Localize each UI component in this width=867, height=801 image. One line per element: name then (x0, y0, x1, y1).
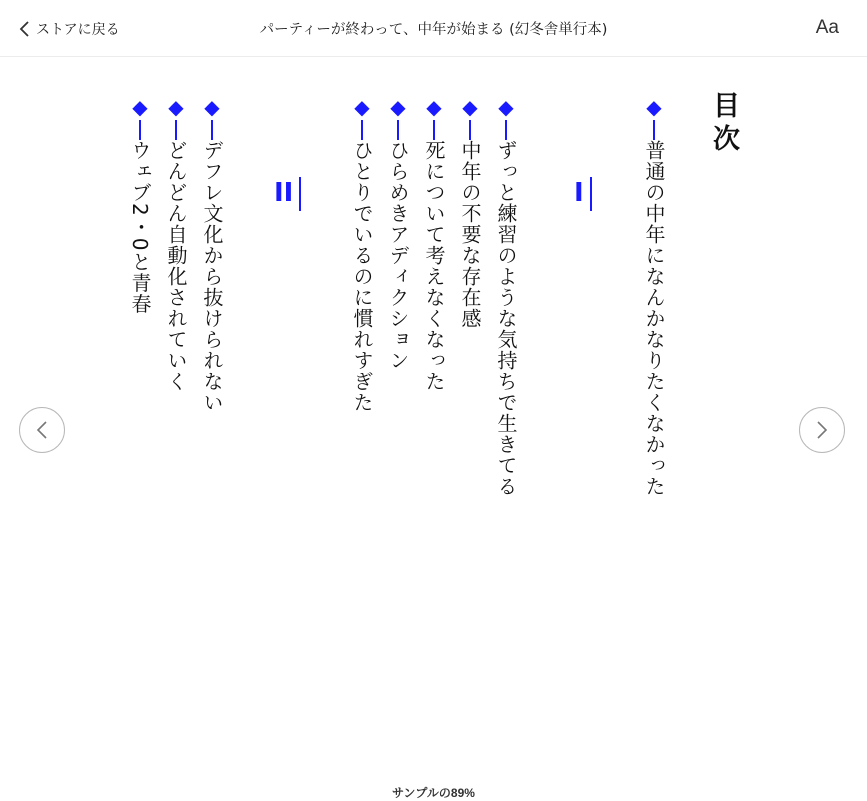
toc-section-number: II (274, 178, 294, 208)
toc-section-marker-1 (574, 179, 592, 211)
back-to-store-label: ストアに戻る (36, 22, 120, 38)
toc-entry[interactable] (350, 95, 374, 413)
toc-entry-label: ずっと練習のような気持ちで生きてる (494, 140, 518, 497)
toc-entry[interactable] (128, 95, 152, 314)
toc-entry-marker: ◆ (350, 95, 374, 140)
next-page-button[interactable] (799, 407, 845, 453)
toc-entry-marker: ◆ (128, 95, 152, 140)
toc-section-number: I (574, 178, 584, 208)
toc-entry[interactable] (642, 95, 666, 497)
book-title: パーティーが終わって、中年が始まる (幻冬舎単行本) (259, 22, 608, 38)
chevron-right-icon (815, 420, 829, 440)
toc-entry-marker: ◆ (386, 95, 410, 140)
toc-entry[interactable] (164, 95, 188, 392)
toc-entry-marker: ◆ (494, 95, 518, 140)
toc-entry[interactable] (458, 95, 482, 329)
toc-entry-label: 普通の中年になんかなりたくなかった (642, 140, 666, 497)
toc-entry-marker: ◆ (642, 95, 666, 140)
reader-toolbar (0, 0, 867, 57)
sample-progress-text: サンプルの89% (392, 786, 475, 800)
toc-entry[interactable] (386, 95, 410, 371)
chevron-left-icon (35, 420, 49, 440)
toc-entry[interactable] (200, 95, 224, 413)
reader-page (0, 57, 867, 757)
toc-entry-label: 死について考えなくなった (422, 140, 446, 392)
font-settings-button[interactable]: Aa (815, 17, 839, 38)
toc-entry-marker: ◆ (164, 95, 188, 140)
toc-entry-label: どんどん自動化されていく (164, 140, 188, 392)
toc-entry-label: 中年の不要な存在感 (458, 140, 482, 329)
toc-entry-marker: ◆ (200, 95, 224, 140)
toc-entry-label: ウェブ2・0と青春 (128, 140, 152, 315)
toc-entry-label: ひらめきアディクション (386, 140, 410, 371)
previous-page-button[interactable] (19, 407, 65, 453)
toc-section-marker-2 (274, 179, 301, 211)
toc-entry-label: ひとりでいるのに慣れすぎた (350, 140, 374, 413)
toc-entry-label: デフレ文化から抜けられない (200, 140, 224, 413)
toc-entry[interactable] (422, 95, 446, 392)
toc-entry[interactable] (494, 95, 518, 497)
toc-entry-marker: ◆ (422, 95, 446, 140)
toc-heading: 目次 (708, 91, 739, 157)
toc-entry-marker: ◆ (458, 95, 482, 140)
